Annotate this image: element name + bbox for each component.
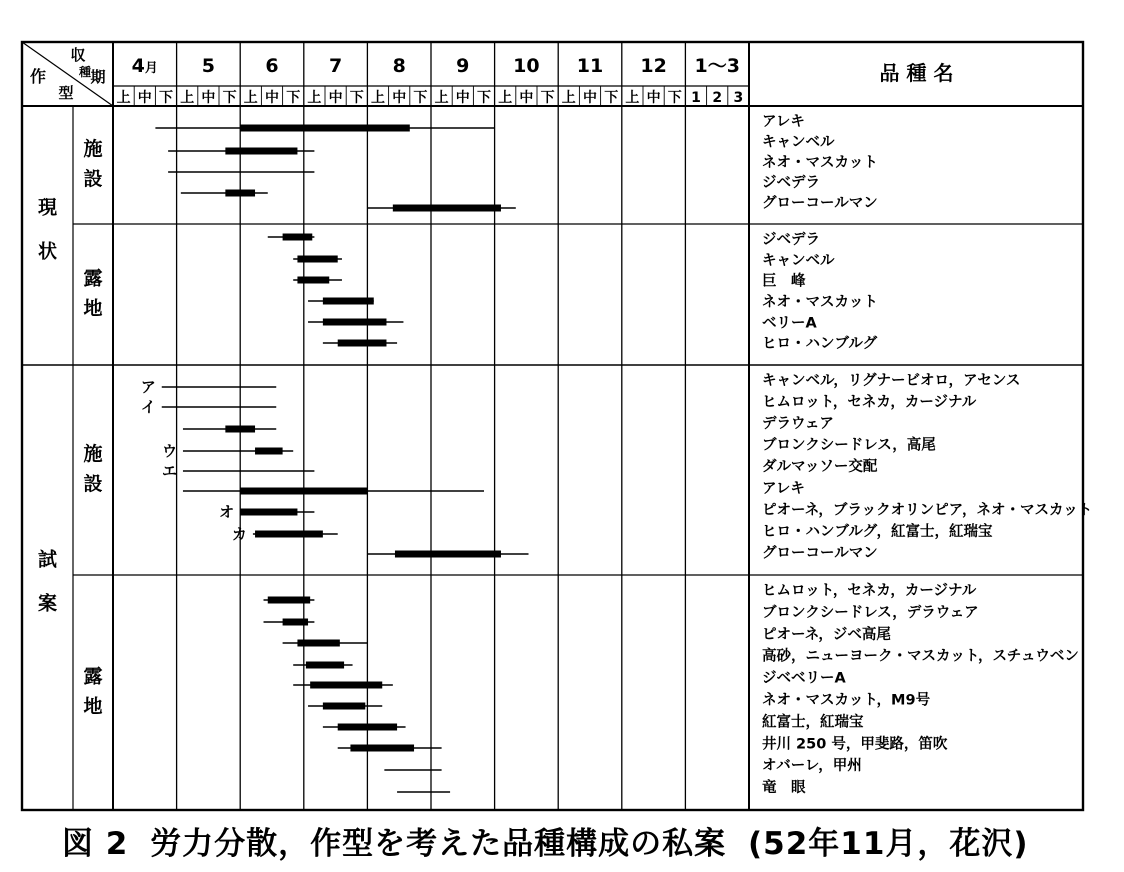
decade-label: 3: [733, 90, 744, 106]
subgroup-label: 設: [83, 473, 103, 495]
decade-label: 上: [116, 90, 131, 106]
decade-label: 下: [604, 90, 619, 106]
variety-name: グローコールマン: [762, 545, 878, 562]
decade-label: 上: [307, 90, 322, 106]
month-label: 7: [328, 55, 343, 77]
variety-name: アレキ: [762, 114, 805, 130]
decade-label: 下: [222, 90, 237, 106]
variety-name: グローコールマン: [762, 195, 878, 212]
month-label-suffix: 月: [144, 61, 158, 76]
variety-name: キャンベル: [762, 252, 835, 269]
month-label: 6: [265, 55, 279, 77]
cultivar-marker: カ: [231, 525, 247, 543]
variety-name: ヒムロット，セネカ，カージナル: [762, 583, 977, 599]
decade-label: 2: [712, 90, 723, 106]
figure-title: 労力分散，作型を考えた品種構成の私案: [150, 826, 727, 862]
month-label: 9: [456, 55, 470, 77]
variety-name: ネオ・マスカット: [762, 294, 878, 311]
variety-name: 巨 峰: [762, 273, 806, 290]
cultivar-marker: エ: [161, 462, 177, 480]
month-label: 8: [392, 55, 406, 77]
subgroup-label: 露: [83, 665, 103, 688]
decade-label: 上: [434, 90, 449, 106]
decade-label: 中: [201, 90, 216, 106]
subgroup-label: 露: [83, 267, 103, 290]
month-label: 5: [201, 55, 216, 77]
variety-name: ネオ・マスカット，M9号: [762, 692, 931, 709]
group-label: 案: [37, 592, 58, 615]
decade-label: 上: [561, 90, 576, 106]
variety-name: ピオーネ，ブラックオリンピア，ネオ・マスカット: [762, 502, 1093, 519]
decade-label: 中: [519, 90, 534, 106]
corner-label-harvest: 収: [70, 46, 86, 64]
decade-label: 下: [349, 90, 364, 106]
group-label: 現: [37, 196, 58, 219]
variety-name: ヒロ・ハンブルグ，紅富士，紅瑞宝: [762, 523, 993, 540]
decade-label: 中: [455, 90, 470, 106]
corner-label-saku: 作: [29, 67, 47, 86]
figure-caption: [62, 818, 1039, 863]
month-label: 1〜3: [694, 55, 740, 77]
group-label: 状: [37, 240, 58, 263]
decade-label: 中: [392, 90, 407, 106]
subgroup-label: 施: [83, 443, 103, 465]
variety-name: ダルマッソー交配: [762, 459, 878, 476]
cultivar-marker: イ: [140, 398, 156, 416]
subgroup-label: 設: [83, 168, 103, 190]
variety-column-header: 品 種 名: [879, 61, 954, 85]
decade-label: 下: [667, 90, 682, 106]
decade-label: 中: [328, 90, 343, 106]
variety-name: ブロンクシードレス，デラウェア: [762, 604, 979, 621]
variety-name: キャンベル: [762, 134, 835, 151]
decade-label: 上: [498, 90, 513, 106]
decade-label: 下: [413, 90, 428, 106]
month-label: 11: [576, 55, 604, 77]
variety-name: オバーレ，甲州: [762, 758, 862, 775]
variety-name: アレキ: [762, 480, 805, 497]
variety-name: ジベベリーA: [762, 670, 846, 687]
cultivar-marker: ウ: [161, 442, 177, 460]
decade-label: 中: [265, 90, 279, 106]
variety-name: ピオーネ，ジベ高尾: [762, 626, 891, 643]
corner-label-kind: 種: [78, 65, 92, 79]
cultivar-marker: ア: [140, 378, 156, 396]
decade-label: 上: [243, 90, 258, 106]
cultivar-marker: オ: [219, 503, 235, 521]
subgroup-label: 施: [83, 138, 103, 160]
subgroup-label: 地: [83, 297, 103, 320]
month-label: 12: [640, 55, 667, 77]
group-label: 試: [37, 548, 58, 571]
variety-name: デラウェア: [762, 416, 834, 433]
decade-label: 中: [646, 90, 661, 106]
corner-label-period: 期: [90, 68, 106, 86]
variety-name: 竜 眼: [762, 780, 806, 797]
variety-name: キャンベル，リグナービオロ，アセンス: [762, 373, 1021, 389]
corner-label-kata: 型: [58, 84, 74, 102]
subgroup-label: 地: [83, 695, 103, 718]
variety-name: ベリーA: [762, 315, 817, 332]
decade-label: 上: [180, 90, 195, 106]
figure-number: 図 2: [62, 826, 129, 862]
decade-label: 下: [286, 90, 301, 106]
variety-name: 紅富士，紅瑞宝: [762, 714, 864, 731]
figure-note: (52年11月，花沢): [747, 826, 1029, 862]
variety-name: ヒロ・ハンブルグ: [762, 336, 878, 353]
decade-label: 上: [371, 90, 385, 106]
month-label: 4月: [131, 55, 158, 77]
decade-label: 1: [691, 90, 701, 106]
variety-name: ジベデラ: [762, 232, 820, 248]
decade-label: 中: [137, 90, 152, 106]
decade-label: 下: [540, 90, 555, 106]
variety-name: 高砂，ニューヨーク・マスカット，スチュウベン: [762, 648, 1079, 665]
variety-name: ネオ・マスカット: [762, 154, 878, 171]
decade-label: 上: [625, 90, 640, 106]
decade-label: 下: [477, 90, 491, 106]
month-label: 10: [513, 55, 540, 77]
variety-name: ジベデラ: [762, 175, 820, 192]
variety-name: ブロンクシードレス，高尾: [762, 437, 936, 454]
decade-label: 下: [159, 90, 173, 106]
decade-label: 中: [583, 90, 597, 106]
variety-name: ヒムロット，セネカ，カージナル: [762, 394, 977, 411]
variety-name: 井川 250 号，甲斐路，笛吹: [762, 736, 948, 753]
